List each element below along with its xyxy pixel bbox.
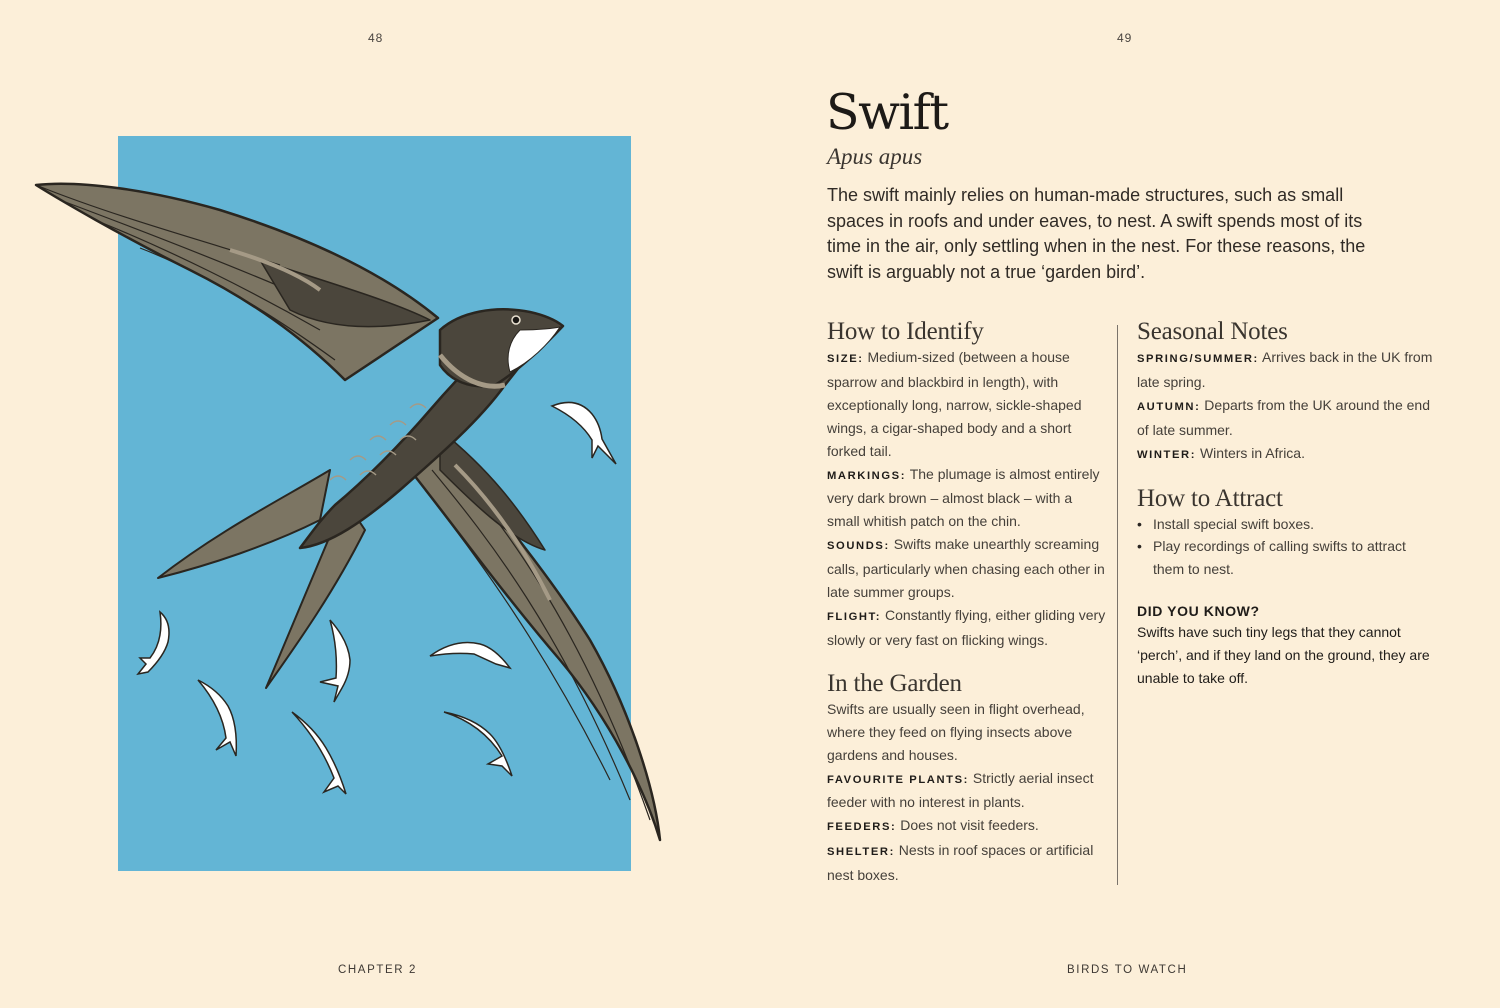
garden-intro: Swifts are usually seen in flight overhead, where they feed on flying insects above gardens and houses.	[827, 700, 1085, 763]
did-you-know-text: Swifts have such tiny legs that they cannot ‘perch’, and if they land on the ground, they are unable to take off.	[1137, 624, 1430, 687]
species-title: Swift	[826, 84, 948, 141]
plants-text: Strictly aerial insect feeder with no interest in plants.	[827, 769, 1094, 811]
spring-summer-text: Arrives back in the UK from late spring.	[1137, 349, 1433, 390]
attract-heading: How to Attract	[1137, 484, 1283, 512]
identify-heading: How to Identify	[827, 318, 984, 345]
shelter-text: Nests in roof spaces or artificial nest boxes.	[827, 842, 1094, 884]
garden-feeders	[827, 814, 1107, 839]
flight-text: Constantly flying, either gliding very slowly or very fast on flicking wings.	[827, 606, 1106, 648]
swift-illustration	[0, 0, 720, 1008]
markings-text: The plumage is almost entirely very dark brown – almost black – with a small whitish patch on the chin.	[827, 465, 1100, 530]
left-column	[827, 318, 1107, 887]
feeders-label: FEEDERS:	[827, 821, 897, 834]
seasonal-spring-summer	[1137, 346, 1437, 394]
autumn-label: AUTUMN:	[1137, 400, 1201, 413]
garden-shelter	[827, 839, 1107, 887]
latin-name: Apus apus	[827, 144, 923, 169]
winter-text: Winters in Africa.	[1199, 444, 1305, 461]
eye	[512, 316, 520, 324]
seasonal-winter	[1137, 442, 1437, 467]
plants-label: FAVOURITE PLANTS:	[827, 773, 969, 786]
size-label: SIZE:	[827, 353, 864, 365]
spring-summer-label: SPRING/SUMMER:	[1137, 353, 1259, 365]
identify-flight	[827, 604, 1107, 652]
right-column	[1137, 318, 1437, 690]
identify-size	[827, 346, 1107, 463]
footer-chapter: CHAPTER 2	[338, 964, 417, 976]
identify-sounds	[827, 533, 1107, 604]
sounds-label: SOUNDS:	[827, 540, 890, 553]
markings-label: MARKINGS:	[827, 469, 907, 482]
footer-section: BIRDS TO WATCH	[1067, 964, 1188, 976]
shelter-label: SHELTER:	[827, 846, 895, 859]
winter-label: WINTER:	[1137, 448, 1197, 461]
list-item: • Play recordings of calling swifts to attract them to nest.	[1137, 535, 1437, 581]
page-number-right: 49	[1117, 31, 1133, 45]
garden-plants	[827, 767, 1107, 815]
did-you-know-heading: DID YOU KNOW?	[1137, 603, 1260, 620]
sounds-text: Swifts make unearthly screaming calls, particularly when chasing each other in late summer groups.	[827, 536, 1105, 601]
attract-list	[1137, 513, 1437, 582]
seasonal-heading: Seasonal Notes	[1137, 318, 1288, 345]
feeders-text: Does not visit feeders.	[900, 817, 1039, 834]
column-divider	[1117, 325, 1118, 885]
seasonal-autumn	[1137, 394, 1437, 442]
autumn-text: Departs from the UK around the end of late summer.	[1137, 396, 1430, 438]
size-text: Medium-sized (between a house sparrow and blackbird in length), with exceptionally long, narrow, sickle-shaped wings, a cigar-shaped body and a short forked tail.	[827, 349, 1082, 459]
page-number-left: 48	[368, 31, 384, 45]
identify-markings	[827, 463, 1107, 534]
garden-heading: In the Garden	[827, 669, 962, 697]
flight-label: FLIGHT:	[827, 610, 882, 623]
list-item: • Install special swift boxes.	[1137, 513, 1437, 536]
intro-paragraph: The swift mainly relies on human-made structures, such as small spaces in roofs and under eaves, to nest. A swift spends most of its time in the air, only settling when in the nest. For these reasons, the swift is arguably not a true ‘garden bird’.	[827, 185, 1366, 282]
